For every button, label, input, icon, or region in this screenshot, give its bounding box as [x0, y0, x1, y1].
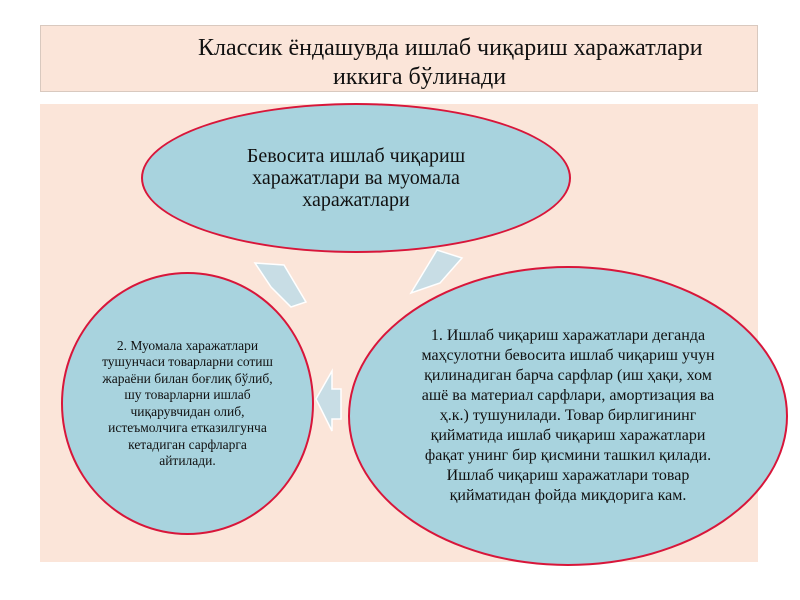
title-line-1: Классик ёндашувда ишлаб чиқариш харажатлари: [198, 35, 703, 61]
title-line-2: иккига бўлинади: [333, 64, 507, 90]
ellipse-circulation-costs: [61, 272, 314, 535]
ellipse-production-costs-text: 1. Ишлаб чиқариш харажатлари деганда маҳсулотни бевосита ишлаб чиқариш учун қилинадиган барча сарфлар (иш ҳақи, хом ашё ва материал сарфлари, амортизация ва ҳ.к.) тушунилади. Товар бирлигининг қийматида ишлаб чиқариш харажатлари фақат унинг бир қисмини ташкил қилади. Ишлаб чиқариш харажатлари товар қийматидан фойда миқдорига кам.: [421, 327, 715, 504]
ellipse-main-costs-text: Бевосита ишлаб чиқариш харажатлари ва муомала харажатлари: [246, 145, 466, 211]
ellipse-production-costs: [348, 266, 788, 566]
ellipse-main-costs: [141, 103, 571, 253]
ellipse-circulation-costs-text: 2. Муомала харажатлари тушунчаси товарларни сотиш жараёни билан боғлиқ бўлиб, шу товарларни ишлаб чиқарувчидан олиб, истеъмолчига етказилгунча кетадиган сарфларга айтилади.: [102, 337, 273, 468]
arrow-right-to-left: [316, 371, 341, 431]
